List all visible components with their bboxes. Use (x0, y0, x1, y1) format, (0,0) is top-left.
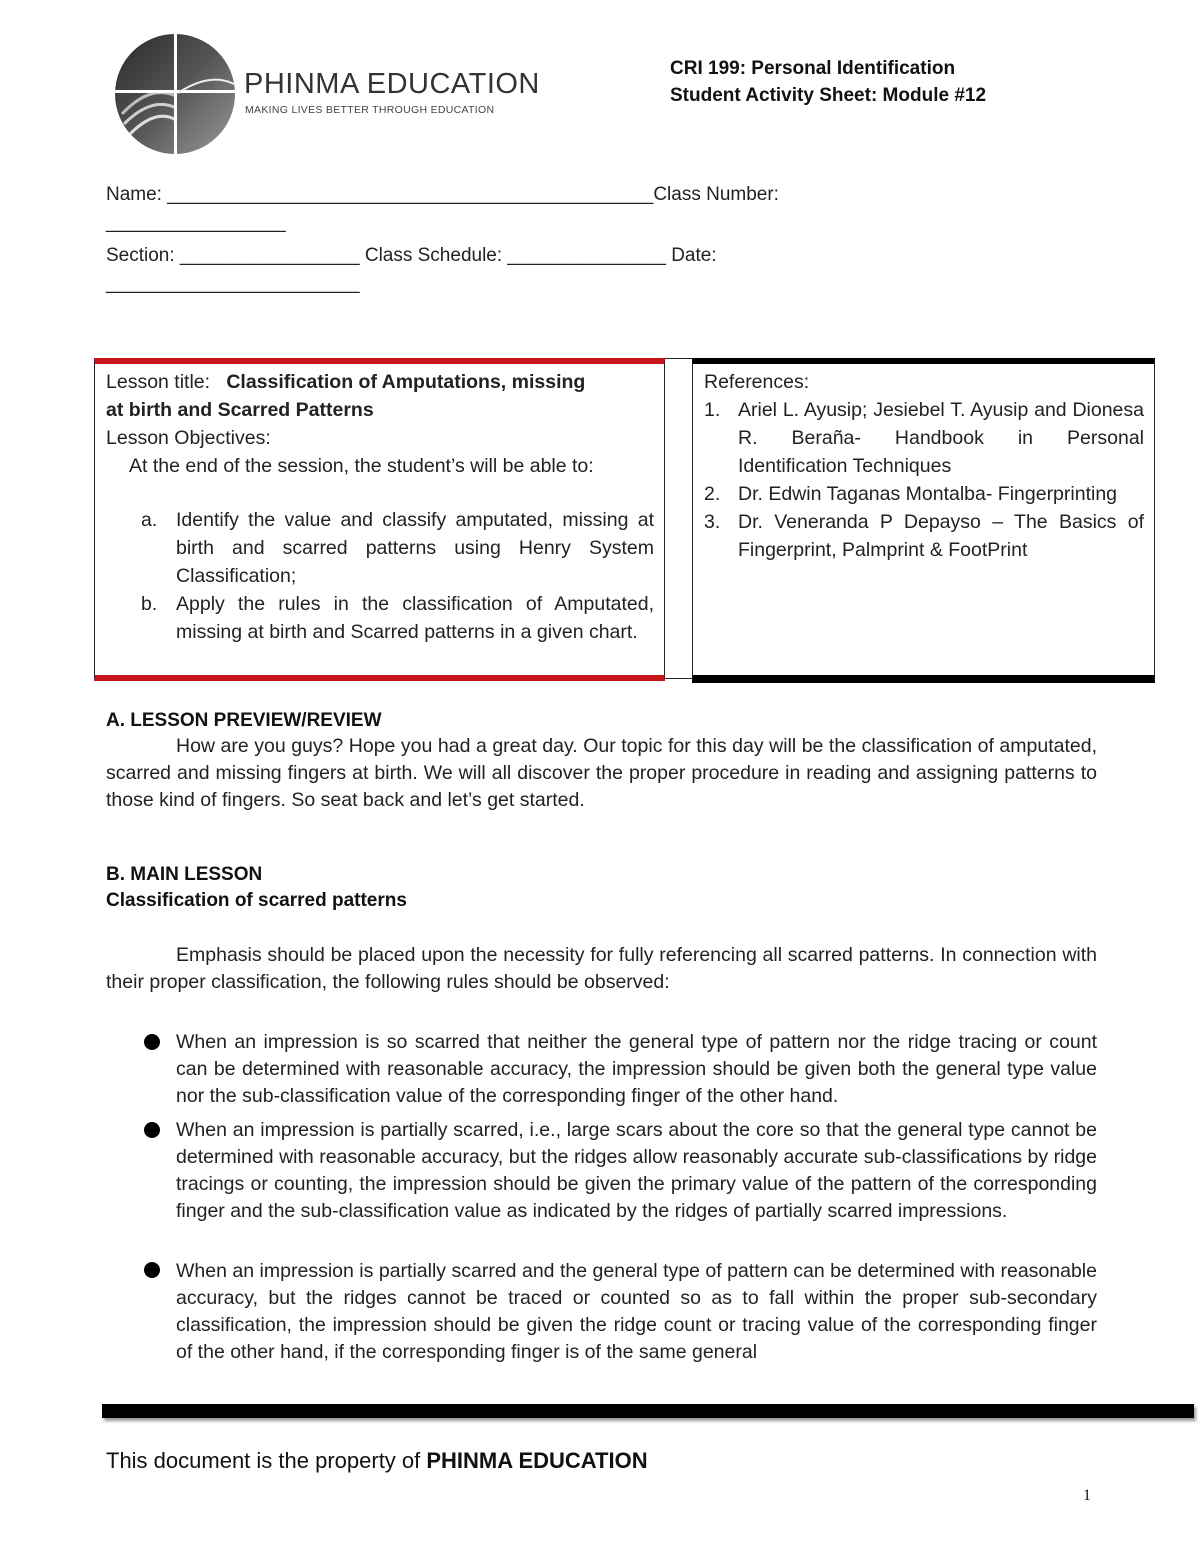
date-line[interactable]: ________________________ (106, 273, 360, 294)
reference-text: Dr. Edwin Taganas Montalba- Fingerprinting (738, 483, 1118, 505)
rule-bullet: When an impression is so scarred that neither the general type of pattern nor the ridge tracing or count can be determined with reasonable accuracy, the impression should be given both the general type value nor the sub-classification value of the corresponding finger of the other hand. (176, 1031, 1097, 1107)
logo-tagline: MAKING LIVES BETTER THROUGH EDUCATION (245, 104, 495, 116)
bullet-icon (144, 1034, 160, 1050)
objective-text: Apply the rules in the classification of Amputated, missing at birth and Scarred patterns in a given chart. (176, 593, 654, 643)
page-number: 1 (1083, 1487, 1091, 1504)
rule-bullet: When an impression is partially scarred and the general type of pattern can be determined with reasonable accuracy, but the ridges cannot be traced or counted so as to fall within the proper sub-secondary classification, the impression should be given the ridge count or tracing value of the corresponding finger of the other hand, if the corresponding finger is of the same general (176, 1260, 1097, 1363)
lesson-box (94, 358, 665, 681)
objective-item (141, 590, 654, 646)
objectives-intro: At the end of the session, the student’s will be able to: (129, 455, 594, 477)
reference-item (704, 396, 1144, 480)
globe-logo-icon (110, 32, 240, 157)
section-line[interactable]: Section: _________________ Class Schedule: _______________ Date: (106, 245, 717, 266)
section-b-heading: B. MAIN LESSON (106, 864, 263, 885)
objective-marker: b. (141, 593, 158, 615)
reference-number: 1. (704, 399, 721, 421)
class-number-line[interactable]: _________________ (106, 212, 286, 233)
reference-item (704, 508, 1144, 564)
objectives-label: Lesson Objectives: (106, 427, 271, 449)
reference-item (704, 480, 1144, 508)
reference-text: Dr. Veneranda P Depayso – The Basics of Fingerprint, Palmprint & FootPrint (738, 511, 1144, 561)
reference-number: 3. (704, 511, 721, 533)
bullet-icon (144, 1262, 160, 1278)
sheet-title: Student Activity Sheet: Module #12 (670, 85, 987, 106)
footer-text (106, 1448, 648, 1474)
lesson-title-text: Classification of Amputations, missing (226, 371, 586, 393)
course-title: CRI 199: Personal Identification (670, 58, 956, 79)
footer-owner: PHINMA EDUCATION (426, 1448, 648, 1473)
bullet-icon (144, 1122, 160, 1138)
footer-prefix: This document is the property of (106, 1448, 427, 1473)
reference-number: 2. (704, 483, 721, 505)
section-a-body: How are you guys? Hope you had a great day. Our topic for this day will be the classification of amputated, scarred and missing fingers at birth. We will all discover the proper procedure in reading and assigning patterns to those kind of fingers. So seat back and let’s get started. (106, 735, 1097, 811)
section-b-subheading: Classification of scarred patterns (106, 890, 407, 911)
name-line[interactable]: Name: ______________________________________________Class Number: (106, 184, 779, 205)
references-box (692, 358, 1155, 683)
references-label: References: (704, 371, 810, 393)
objective-item (141, 506, 654, 590)
footer-divider (102, 1404, 1194, 1418)
reference-text: Ariel L. Ayusip; Jesiebel T. Ayusip and Dionesa R. Beraña- Handbook in Personal Identification Techniques (738, 399, 1144, 477)
objective-text: Identify the value and classify amputated, missing at birth and scarred patterns using Henry System Classification; (176, 509, 654, 587)
phinma-logo (110, 32, 540, 157)
section-a-heading: A. LESSON PREVIEW/REVIEW (106, 710, 382, 731)
lesson-title-row (106, 368, 654, 396)
rule-bullet: When an impression is partially scarred, i.e., large scars about the core so that the general type cannot be determined with reasonable accuracy, but the ridges allow reasonably accurate sub-classifications by ridge tracings or counting, the impression should be given the primary value of the pattern of the corresponding finger and the sub-classification value as indicated by the ridges of partially scarred impressions. (176, 1119, 1097, 1222)
objective-marker: a. (141, 509, 158, 531)
section-b-intro: Emphasis should be placed upon the necessity for fully referencing all scarred patterns. In connection with their proper classification, the following rules should be observed: (106, 944, 1097, 993)
box-divider (665, 358, 692, 679)
lesson-title-label: Lesson title: (106, 371, 211, 393)
logo-brand: PHINMA EDUCATION (244, 68, 540, 100)
lesson-title-text-2: at birth and Scarred Patterns (106, 399, 374, 421)
